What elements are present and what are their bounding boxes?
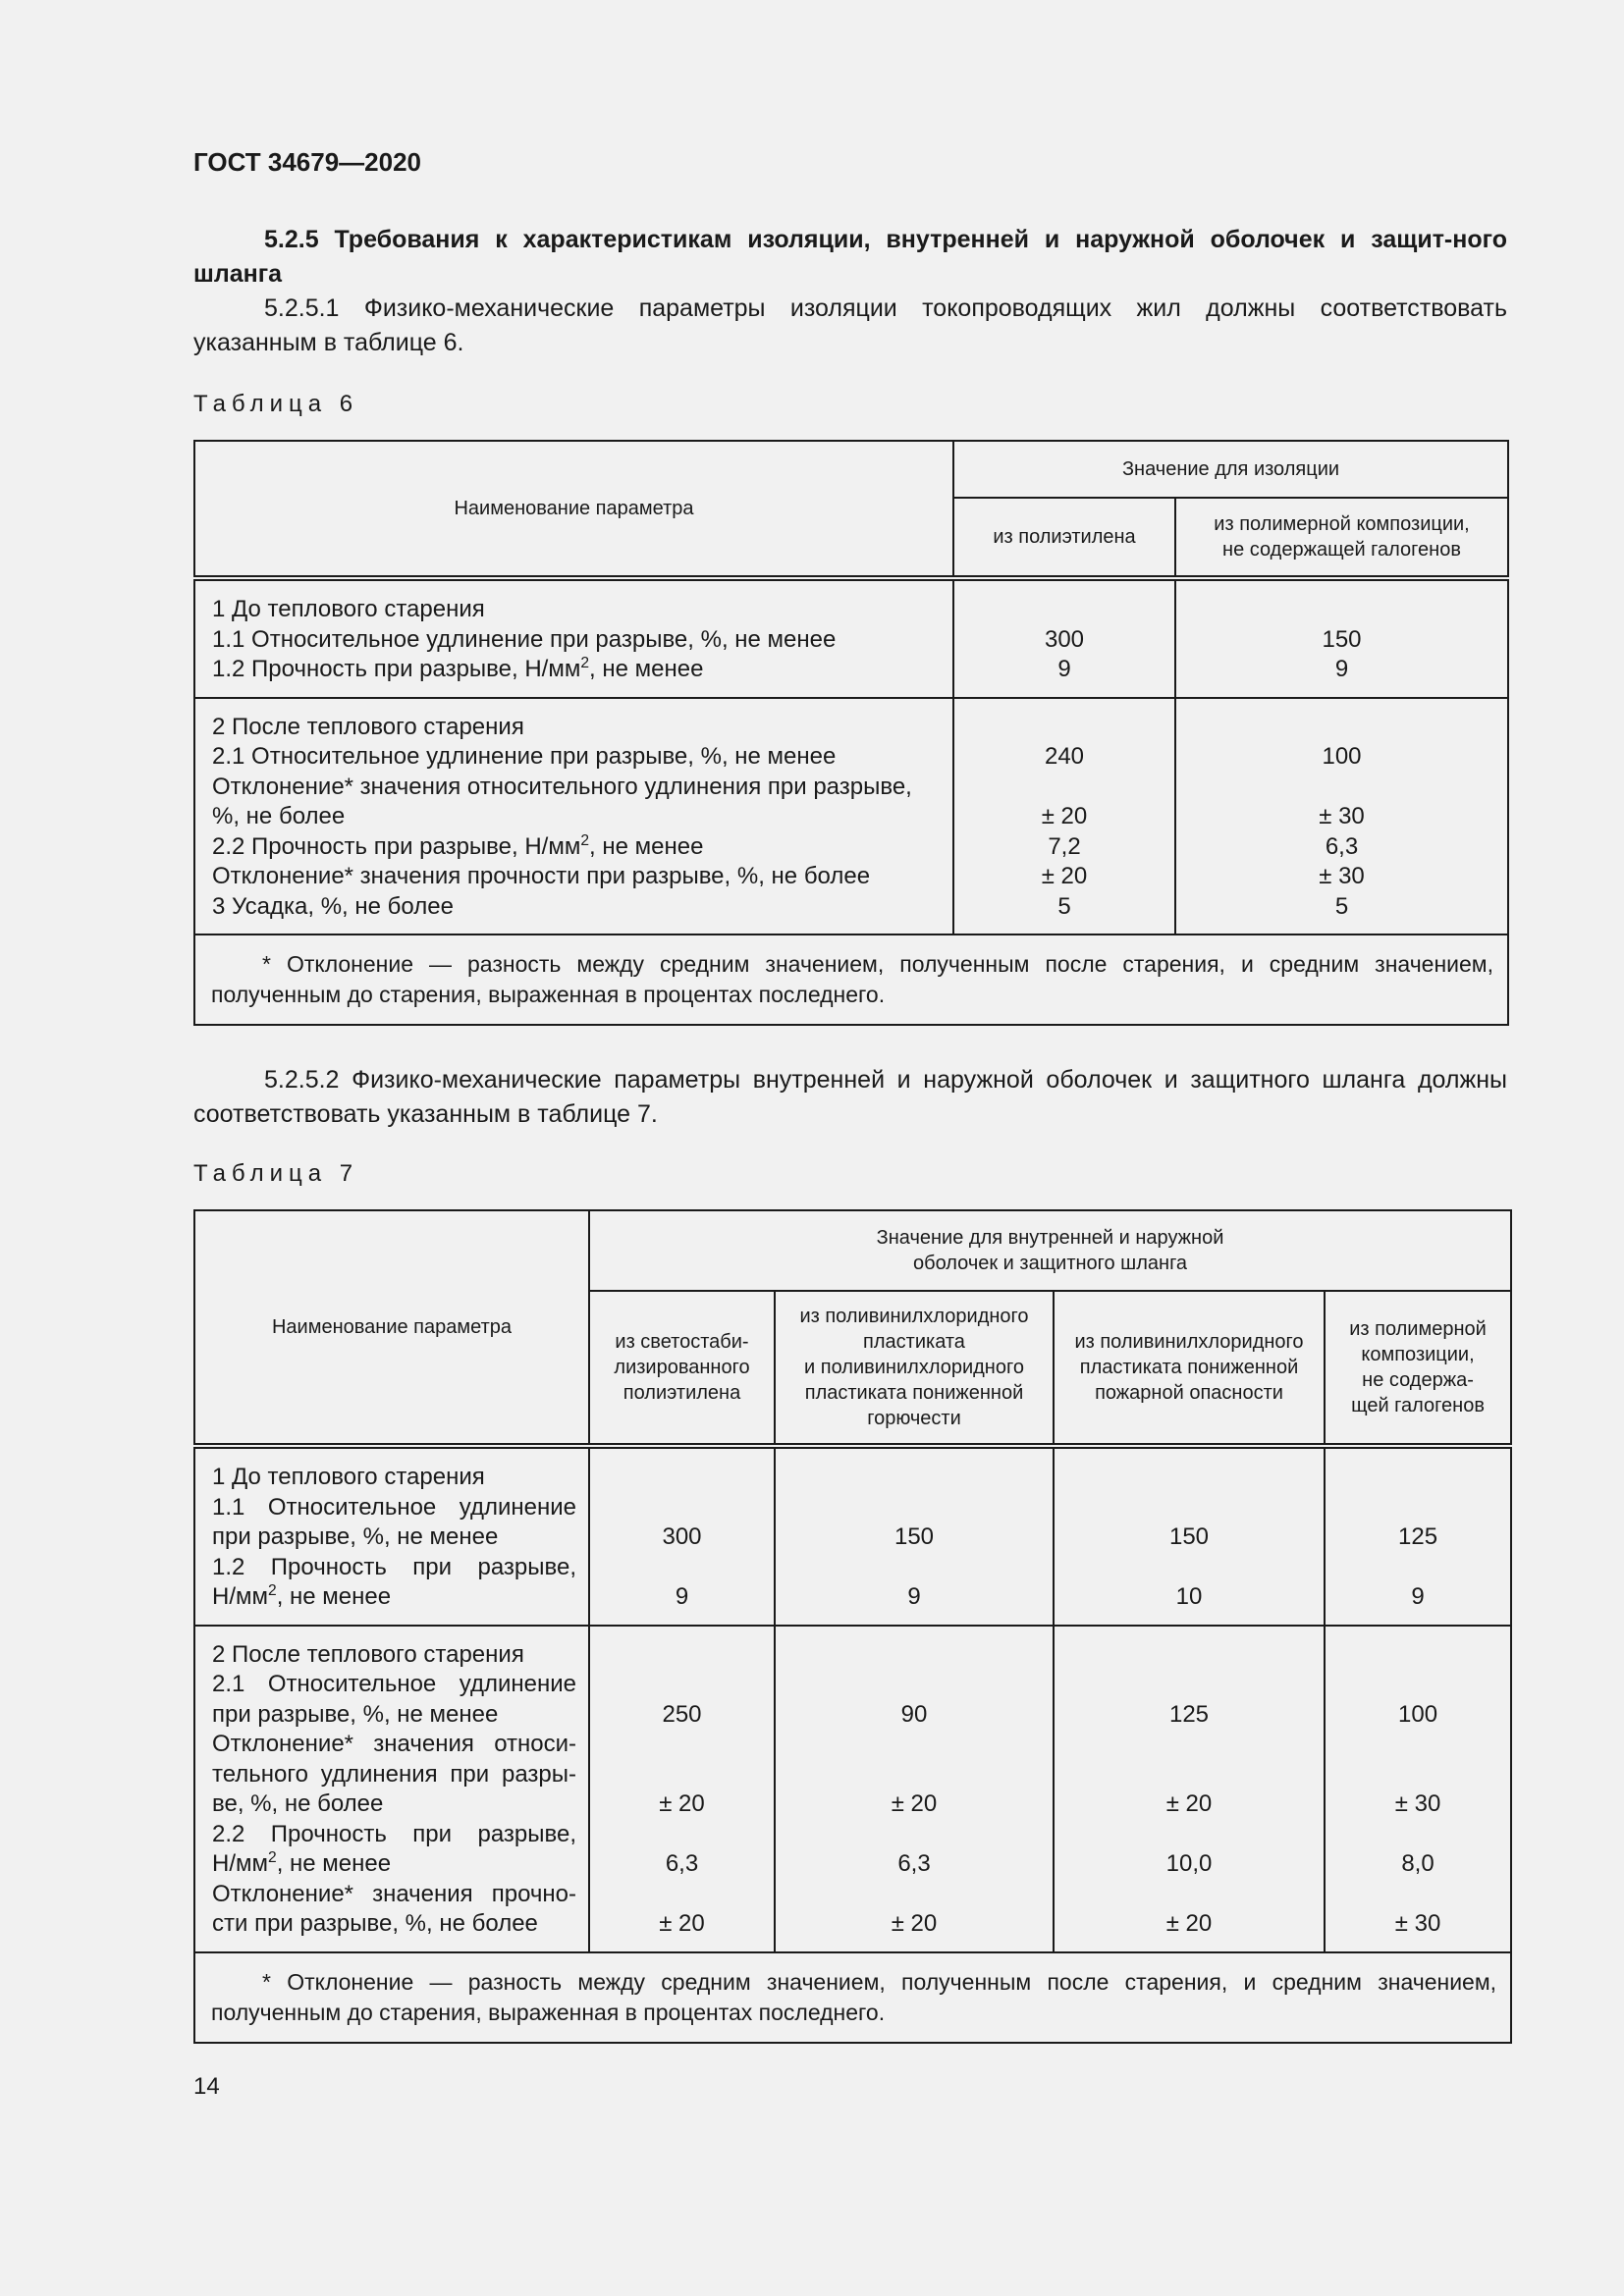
table6-group2-col2: 100 ± 30 6,3 ± 30 5 — [1175, 698, 1508, 935]
table6-group1-col2: 150 9 — [1175, 578, 1508, 698]
table7-header-group: Значение для внутренней и наружной оболочек и защитного шланга — [589, 1210, 1511, 1291]
table7-footnote: * Отклонение — разность между средним значением, полученным после старения, и средним значением, полученным до старения, выраженная в процентах последнего. — [194, 1952, 1511, 2043]
table6-group2-col1: 240 ± 20 7,2 ± 20 5 — [953, 698, 1175, 935]
table6-caption: Таблица 6 — [193, 391, 359, 417]
table6-footnote: * Отклонение — разность между средним значением, полученным после старения, и средним значением, полученным до старения, выраженная в процентах последнего. — [194, 934, 1508, 1025]
table6-header-col2: из полимерной композиции, не содержащей галогенов — [1175, 498, 1508, 578]
table7-group2-params: 2 После теплового старения 2.1 Относительное удлинение при разрыве, %, не менее Отклонение* значения относи- тельного удлинения при разры- ве, %, не более 2.2 Прочность при разрыве, $Н/мм^2$, не менее Отклонение* значения прочно- сти при разрыве, %, не более — [194, 1626, 589, 1952]
table7-header-col1: из светостаби- лизированного полиэтилена — [589, 1291, 775, 1446]
table7-header-col3: из поливинилхлоридного пластиката пониженной пожарной опасности — [1054, 1291, 1325, 1446]
section-title: 5.2.5 Требования к характеристикам изоляции, внутренней и наружной оболочек и защит-ного шланга — [193, 226, 1507, 288]
document-code: ГОСТ 34679—2020 — [193, 147, 421, 177]
table7-group1-col3: 150 10 — [1054, 1446, 1325, 1626]
table-7 — [193, 1209, 1512, 2044]
table7-group1-params: 1 До теплового старения 1.1 Относительное удлинение при разрыве, %, не менее 1.2 Прочность при разрыве, $Н/мм^2$, не менее — [194, 1446, 589, 1626]
table7-header-col4: из полимерной композиции, не содержа- щей галогенов — [1325, 1291, 1511, 1446]
table6-group1-col1: 300 9 — [953, 578, 1175, 698]
page-number: 14 — [193, 2073, 220, 2100]
table7-group2-col1: 250 ± 20 6,3 ± 20 — [589, 1626, 775, 1952]
paragraph-5-2-5-1: 5.2.5.1 Физико-механические параметры изоляции токопроводящих жил должны соответствовать указанным в таблице 6. — [193, 294, 1507, 356]
table7-group1-col2: 150 9 — [775, 1446, 1054, 1626]
table7-group2-col2: 90 ± 20 6,3 ± 20 — [775, 1626, 1054, 1952]
table-6 — [193, 440, 1509, 1026]
paragraph-5-2-5-2: 5.2.5.2 Физико-механические параметры внутренней и наружной оболочек и защитного шланга должны соответствовать указанным в таблице 7. — [193, 1066, 1507, 1128]
table7-header-param: Наименование параметра — [194, 1210, 589, 1446]
table7-group1-col1: 300 9 — [589, 1446, 775, 1626]
table6-group1-params: 1 До теплового старения 1.1 Относительное удлинение при разрыве, %, не менее 1.2 Прочность при разрыве, $Н/мм^2$, не менее — [194, 578, 953, 698]
table7-group1-col4: 125 9 — [1325, 1446, 1511, 1626]
table7-group2-col3: 125 ± 20 10,0 ± 20 — [1054, 1626, 1325, 1952]
table6-header-group: Значение для изоляции — [953, 441, 1508, 498]
table7-group2-col4: 100 ± 30 8,0 ± 30 — [1325, 1626, 1511, 1952]
table7-header-col2: из поливинилхлоридного пластиката и поливинилхлоридного пластиката пониженной горючести — [775, 1291, 1054, 1446]
table6-header-col1: из полиэтилена — [953, 498, 1175, 578]
table7-caption: Таблица 7 — [193, 1160, 359, 1187]
table6-group2-params: 2 После теплового старения 2.1 Относительное удлинение при разрыве, %, не менее Отклонение* значения относительного удлинения при разрыве, %, не более 2.2 Прочность при разрыве, $Н/мм^2$, не менее Отклонение* значения прочности при разрыве, %, не более 3 Усадка, %, не более — [194, 698, 953, 935]
table6-header-param: Наименование параметра — [194, 441, 953, 578]
